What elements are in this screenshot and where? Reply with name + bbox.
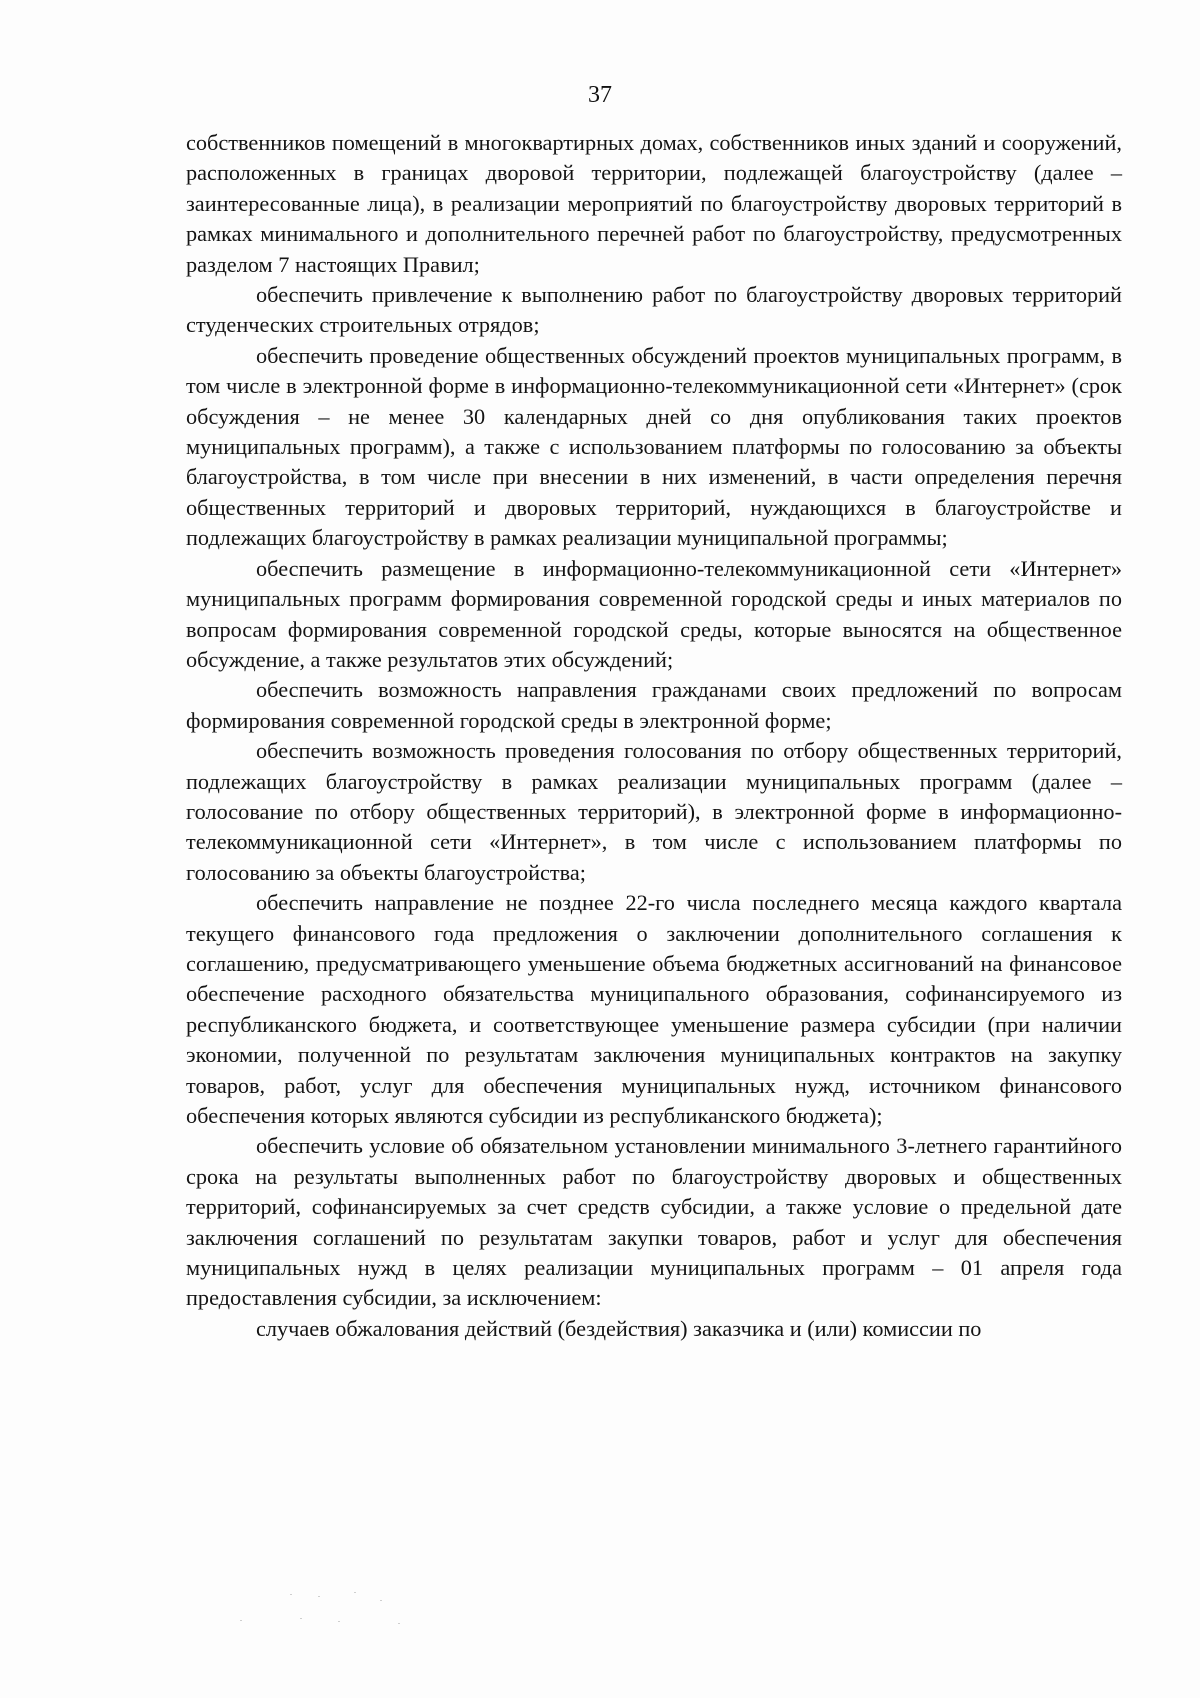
paragraph: обеспечить возможность направления гражданами своих предложений по вопросам формирования современной городской среды в электронной форме; — [186, 677, 1122, 733]
page-number: 37 — [588, 82, 612, 108]
paragraph: обеспечить условие об обязательном установлении минимального 3-летнего гарантийного срока на результаты выполненных работ по благоустройству дворовых и общественных территорий, софинансируемых за счет средств субсидии, а также условие о предельной дате заключения соглашений по результатам закупки товаров, работ и услуг для обеспечения муниципальных нужд в целях реализации муниципальных программ – 01 апреля года предоставления субсидии, за исключением: — [186, 1133, 1122, 1311]
paragraph: обеспечить возможность проведения голосования по отбору общественных территорий, подлежащих благоустройству в рамках реализации муниципальных программ (далее – голосование по отбору общественных территорий), в электронной форме в информационно-телекоммуникационной сети «Интернет», в том числе с использованием платформы по голосованию за объекты благоустройства; — [186, 738, 1122, 885]
scan-noise-artifact — [230, 1590, 460, 1630]
document-body — [186, 128, 1122, 1344]
paragraph: обеспечить привлечение к выполнению работ по благоустройству дворовых территорий студенческих строительных отрядов; — [186, 282, 1122, 338]
paragraph: обеспечить размещение в информационно-телекоммуникационной сети «Интернет» муниципальных программ формирования современной городской среды и иных материалов по вопросам формирования современной городской среды, которые выносятся на общественное обсуждение, а также результатов этих обсуждений; — [186, 555, 1122, 672]
paragraph: обеспечить направление не позднее 22-го числа последнего месяца каждого квартала текущего финансового года предложения о заключении дополнительного соглашения к соглашению, предусматривающего уменьшение объема бюджетных ассигнований на финансовое обеспечение расходного обязательства муниципального образования, софинансируемого из республиканского бюджета, и соответствующее уменьшение размера субсидии (при наличии экономии, полученной по результатам заключения муниципальных контрактов на закупку товаров, работ, услуг для обеспечения муниципальных нужд, источником финансового обеспечения которых являются субсидии из республиканского бюджета); — [186, 890, 1122, 1128]
paragraph: обеспечить проведение общественных обсуждений проектов муниципальных программ, в том числе в электронной форме в информационно-телекоммуникационной сети «Интернет» (срок обсуждения – не менее 30 календарных дней со дня опубликования таких проектов муниципальных программ), а также с использованием платформы по голосованию за объекты благоустройства, в том числе при внесении в них изменений, в части определения перечня общественных территорий и дворовых территорий, нуждающихся в благоустройстве и подлежащих благоустройству в рамках реализации муниципальной программы; — [186, 342, 1122, 551]
paragraph-truncated: случаев обжалования действий (бездействия) заказчика и (или) комиссии по — [256, 1315, 982, 1341]
paragraph-continuation: собственников помещений в многоквартирных домах, собственников иных зданий и сооружений, расположенных в границах дворовой территории, подлежащей благоустройству (далее – заинтересованные лица), в реализации мероприятий по благоустройству дворовых территорий в рамках минимального и дополнительного перечней работ по благоустройству, предусмотренных разделом 7 настоящих Правил; — [186, 130, 1122, 277]
